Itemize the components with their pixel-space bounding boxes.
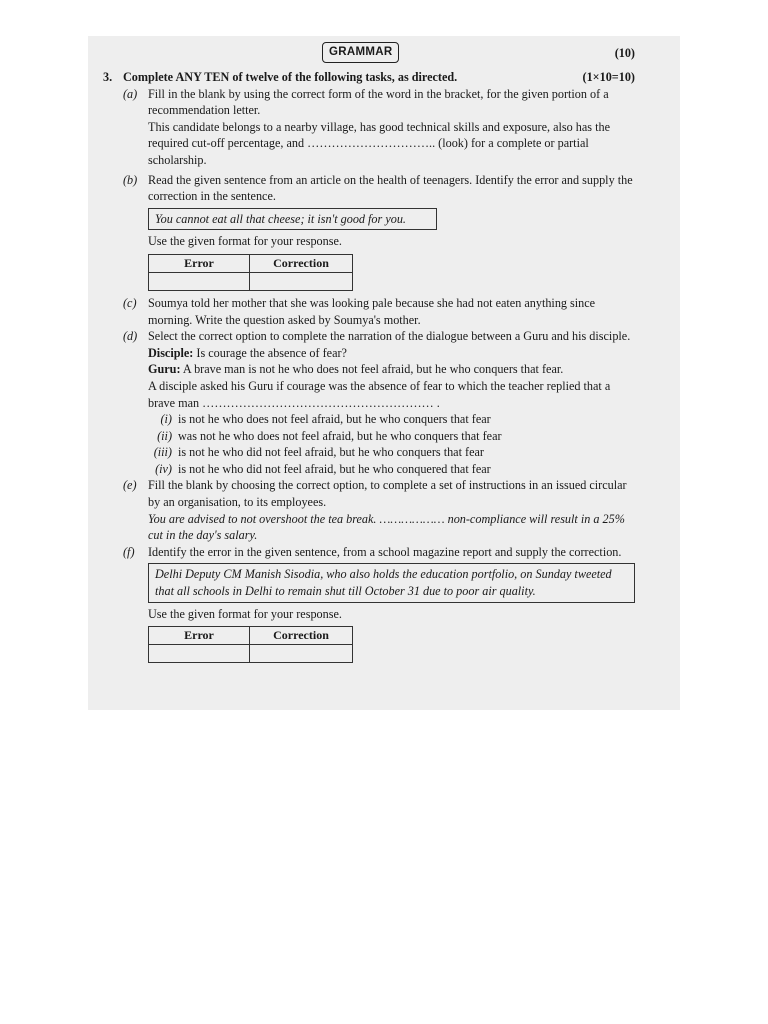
response-table: [148, 626, 353, 663]
task-text: Identify the error in the given sentence, from a school magazine report and supply the correction.: [148, 544, 622, 559]
response-table: [148, 254, 353, 291]
task-c: [103, 295, 635, 328]
task-passage: This candidate belongs to a nearby village, has good technical skills and exposure, also has the required cut-off percentage, and ………………………….. (look) for a complete or partial scholarship.: [148, 119, 610, 167]
question-marks: (1×10=10): [582, 70, 635, 84]
narration-text: A disciple asked his Guru if courage was the absence of fear to which the teacher replied that a brave man ………………………………………………… .: [148, 378, 611, 410]
correction-cell[interactable]: [250, 272, 353, 290]
sentence-box: Delhi Deputy CM Manish Sisodia, who also holds the education portfolio, on Sunday tweeted that all schools in Delhi to remain shut till October 31 due to poor air quality.: [148, 563, 635, 602]
disciple-speaker: Disciple:: [148, 345, 194, 360]
correction-header: Correction: [250, 627, 353, 645]
option-text: is not he who did not feel afraid, but he who conquers that fear: [178, 445, 484, 460]
correction-cell[interactable]: [250, 645, 353, 663]
format-note: Use the given format for your response.: [148, 606, 342, 621]
task-label: (e): [123, 478, 137, 493]
disciple-line: Is courage the absence of fear?: [196, 345, 347, 360]
option-label: (i): [160, 412, 172, 427]
option-label: (ii): [157, 428, 172, 443]
task-text: Select the correct option to complete the narration of the dialogue between a Guru and his disciple.: [148, 329, 631, 344]
option-text: was not he who does not feel afraid, but he who conquers that fear: [178, 428, 502, 443]
question-number: 3.: [103, 70, 113, 84]
option-text: is not he who did not feel afraid, but he who conquered that fear: [178, 461, 491, 476]
question-text: Complete ANY TEN of twelve of the following tasks, as directed.: [123, 70, 458, 84]
section-marks: (10): [614, 46, 635, 60]
section-header: [103, 42, 635, 69]
option-ii: [148, 428, 635, 445]
guru-dialogue: [148, 361, 635, 378]
task-label: (b): [123, 172, 138, 187]
question-paper: [103, 42, 635, 667]
error-cell[interactable]: [149, 272, 250, 290]
task-text: Soumya told her mother that she was looking pale because she had not eaten anything since morning. Write the question asked by Soumya's mother.: [148, 295, 596, 327]
task-d: [103, 328, 635, 477]
question-instruction: [103, 69, 635, 86]
option-text: is not he who does not feel afraid, but he who conquers that fear: [178, 412, 491, 427]
option-label: (iv): [155, 461, 172, 476]
error-cell[interactable]: [149, 645, 250, 663]
task-text: Fill in the blank by using the correct form of the word in the bracket, for the given portion of a recommendation letter.: [148, 86, 609, 118]
option-label: (iii): [153, 445, 172, 460]
task-text: Read the given sentence from an article on the health of teenagers. Identify the error and supply the correction in the sentence.: [148, 172, 633, 204]
option-iii: [148, 444, 635, 461]
task-text: Fill the blank by choosing the correct option, to complete a set of instructions in an issued circular by an organisation, to its employees.: [148, 478, 627, 510]
task-f: [103, 544, 635, 663]
task-label: (d): [123, 329, 138, 344]
task-e: [103, 477, 635, 543]
section-title: GRAMMAR: [322, 42, 399, 63]
format-note: Use the given format for your response.: [148, 234, 342, 249]
disciple-dialogue: [148, 345, 635, 362]
task-b: [103, 172, 635, 291]
sentence-box: You cannot eat all that cheese; it isn't good for you.: [148, 208, 437, 231]
error-header: Error: [149, 627, 250, 645]
task-label: (f): [123, 544, 135, 559]
option-iv: [148, 461, 635, 478]
task-passage: You are advised to not overshoot the tea break. ……………… non-compliance will result in a 25% cut in the day's salary.: [148, 511, 625, 543]
guru-speaker: Guru:: [148, 362, 181, 377]
guru-line: A brave man is not he who does not feel afraid, but he who conquers that fear.: [182, 362, 564, 377]
correction-header: Correction: [250, 254, 353, 272]
error-header: Error: [149, 254, 250, 272]
task-a: [103, 86, 635, 169]
option-i: [148, 411, 635, 428]
task-label: (a): [123, 86, 138, 101]
task-label: (c): [123, 295, 137, 310]
